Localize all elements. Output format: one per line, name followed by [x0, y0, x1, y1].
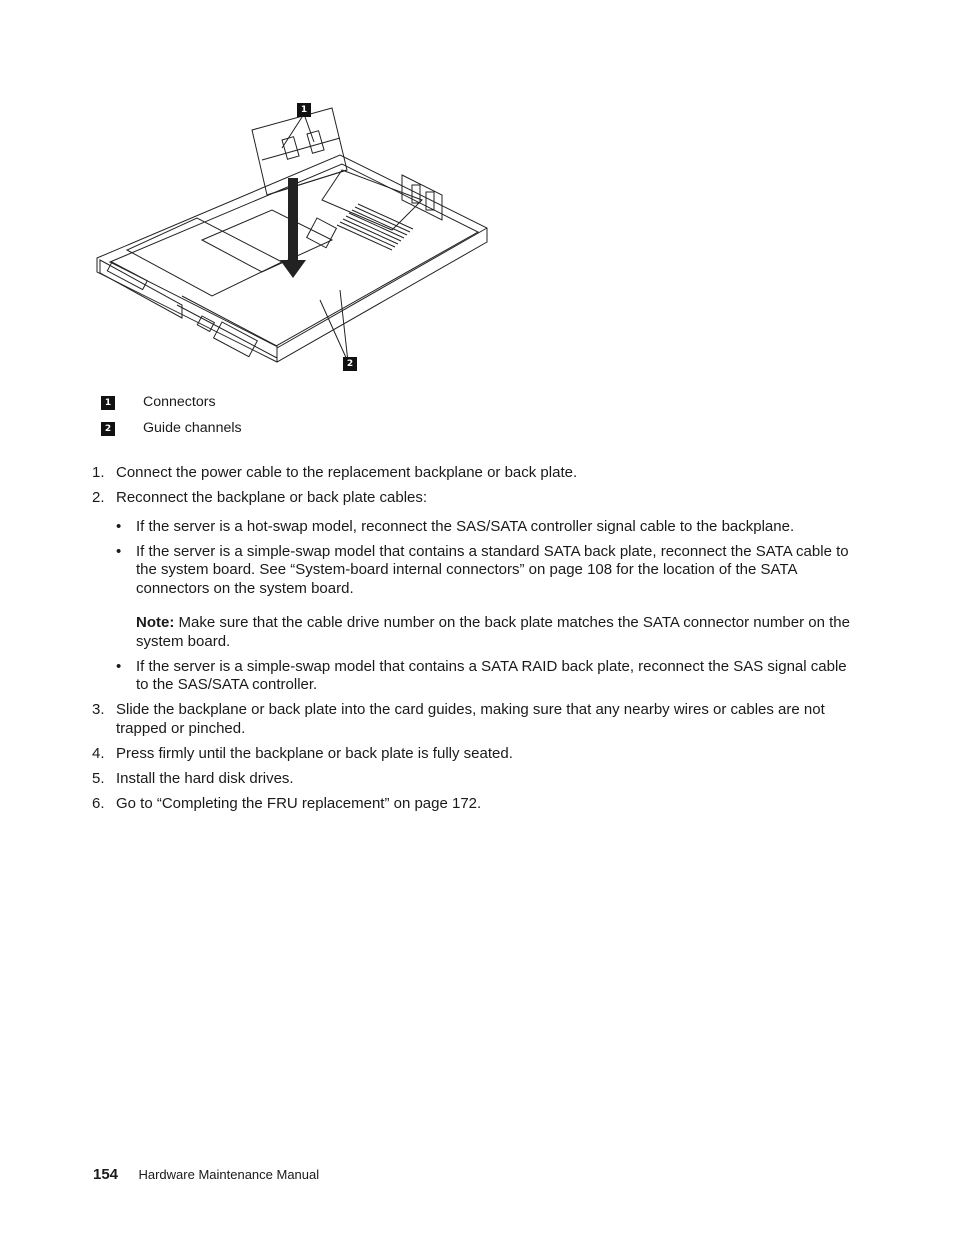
drive-bay: [214, 322, 258, 357]
note: [116, 614, 852, 651]
legend-badge-2: 2: [101, 422, 115, 436]
step-number: 1.: [92, 464, 105, 481]
front-controls: [107, 262, 147, 290]
step-2: [92, 489, 852, 695]
legend-label-connectors: Connectors: [143, 394, 216, 410]
drive-bay-front: [177, 296, 277, 358]
step-number: 4.: [92, 744, 105, 762]
callout-1: 1: [297, 103, 311, 117]
legend-label-guide-channels: Guide channels: [143, 420, 242, 436]
step-number: 5.: [92, 769, 105, 787]
step-text: Slide the backplane or back plate into the card guides, making sure that any nearby wires or cables are not trapped or pinched.: [116, 701, 825, 737]
step-text: Reconnect the backplane or back plate cables:: [116, 489, 428, 506]
step-number: 6.: [92, 794, 105, 812]
note-label: Note:: [136, 614, 175, 631]
step-3: [92, 701, 852, 738]
step-6: [92, 795, 852, 814]
page-footer: [93, 1166, 319, 1184]
step-5: [92, 770, 852, 789]
step-text: Connect the power cable to the replacement backplane or back plate.: [116, 464, 578, 481]
step-1: [92, 464, 852, 483]
footer-title: Hardware Maintenance Manual: [138, 1167, 320, 1182]
bullet-dot: •: [116, 542, 122, 560]
step-number: 2.: [92, 489, 105, 506]
bullet-dot: •: [116, 657, 122, 675]
bullet-hot-swap: [116, 518, 852, 537]
procedure-steps: [92, 464, 852, 820]
step-4: [92, 745, 852, 764]
bullet-simple-swap-sata: [116, 543, 852, 599]
backplane-connector-a: [282, 137, 299, 160]
step-text: Press firmly until the backplane or back plate is fully seated.: [116, 744, 513, 762]
step-text: Install the hard disk drives.: [116, 769, 294, 787]
bullet-dot: •: [116, 517, 122, 535]
step-text: Go to “Completing the FRU replacement” on page 172.: [116, 794, 482, 812]
backplane-connector-b: [307, 131, 324, 154]
bullet-text: If the server is a hot-swap model, reconnect the SAS/SATA controller signal cable to the backplane.: [136, 517, 795, 535]
bullet-text: If the server is a simple-swap model that contains a SATA RAID back plate, reconnect the SAS signal cable to the SAS/SATA controller.: [136, 657, 847, 693]
server-backplane-illustration: [92, 100, 492, 375]
bullet-text: If the server is a simple-swap model that contains a standard SATA back plate, reconnect the SATA cable to the system board. See “System-board internal connectors” on page 108 for the location of the SATA connectors on the system board.: [136, 542, 849, 597]
server-chassis-drawing: [92, 100, 492, 375]
step-2-bullets: [116, 518, 852, 695]
legend-badge-1: 1: [101, 396, 115, 410]
page-number: 154: [93, 1166, 119, 1183]
install-arrow: [280, 178, 306, 278]
note-text: Make sure that the cable drive number on the back plate matches the SATA connector number on the system board.: [136, 614, 850, 650]
step-number: 3.: [92, 701, 105, 718]
callout-2: 2: [343, 357, 357, 371]
drive-cage: [127, 218, 282, 296]
processor-socket: [307, 218, 337, 248]
backplane-detail: [262, 138, 347, 195]
bullet-simple-swap-raid: [116, 658, 852, 695]
